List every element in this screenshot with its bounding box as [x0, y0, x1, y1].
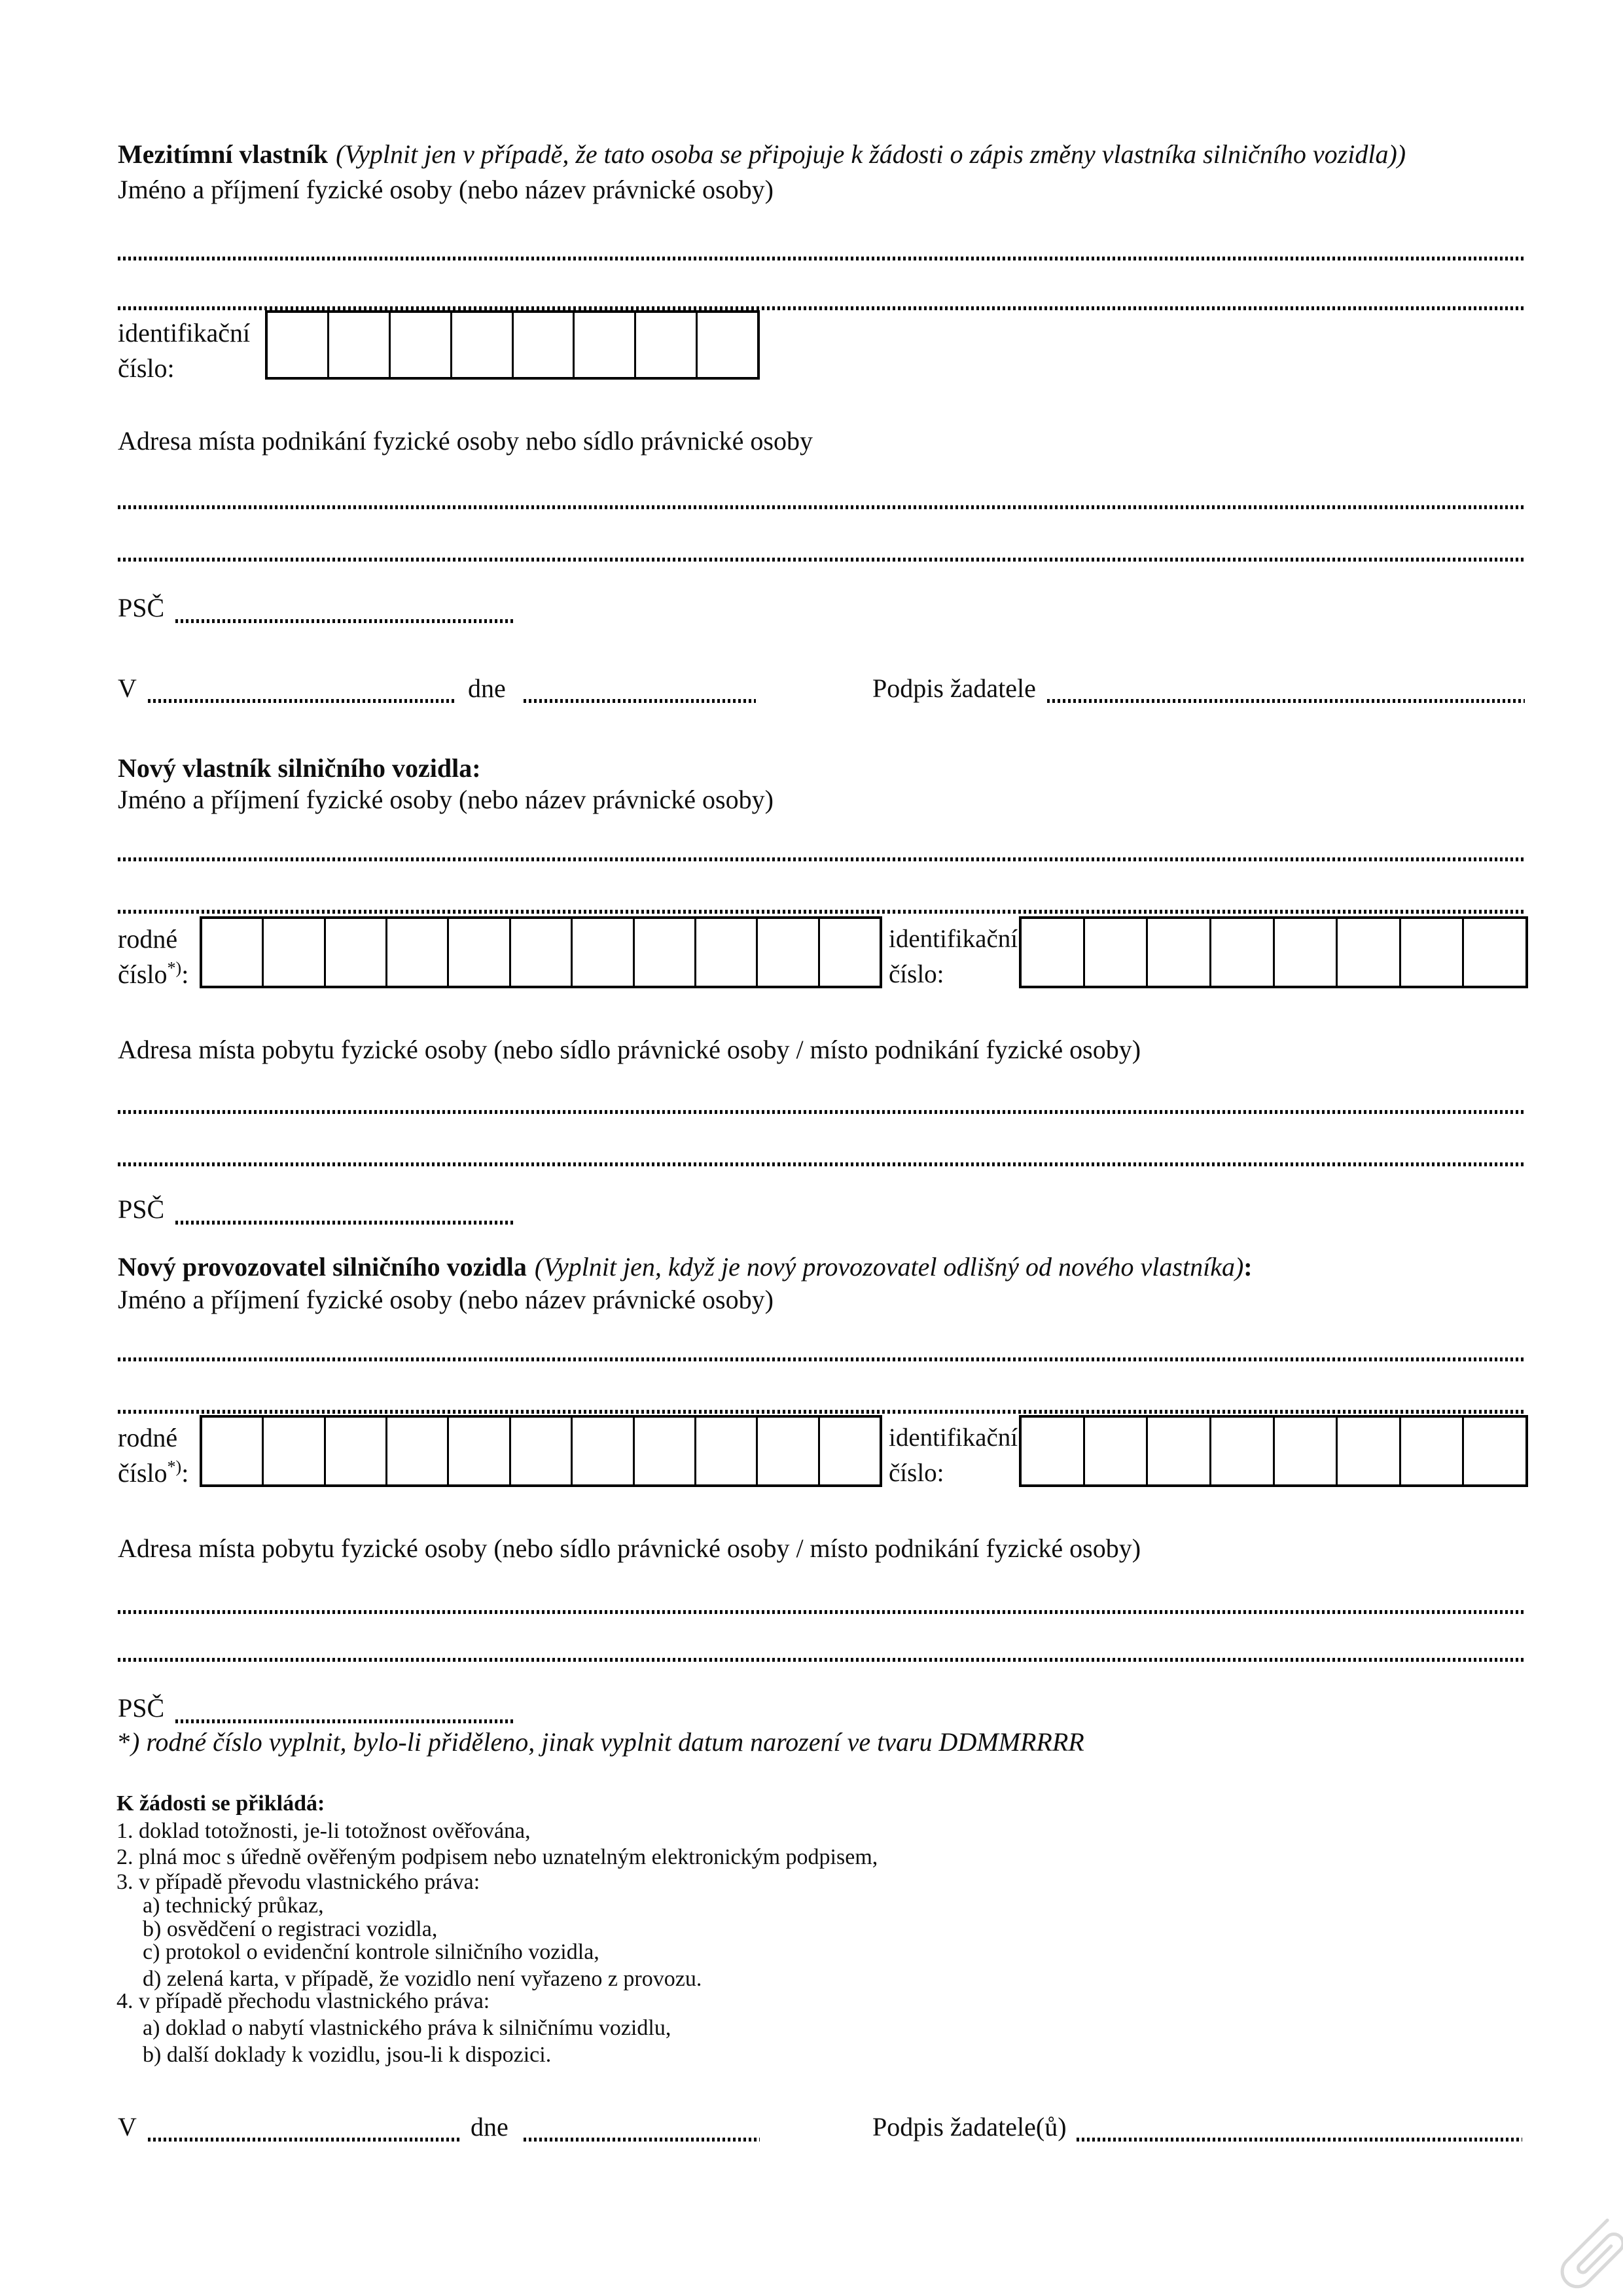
- digit-cell[interactable]: [450, 313, 512, 377]
- signature-label-interim: Podpis žadatele: [872, 673, 1036, 703]
- psc-fill-line-new-owner[interactable]: [175, 1221, 516, 1225]
- attachment-item: 4. v případě přechodu vlastnického práva:: [116, 1989, 490, 2013]
- digit-cell[interactable]: [1022, 1418, 1083, 1484]
- address-fill-line-2-new-operator[interactable]: [118, 1658, 1525, 1662]
- digit-cell[interactable]: [1336, 1418, 1399, 1484]
- digit-cell[interactable]: [447, 919, 508, 986]
- address-fill-line-1-new-operator[interactable]: [118, 1610, 1525, 1614]
- digit-cell[interactable]: [573, 313, 634, 377]
- digit-cell[interactable]: [634, 313, 696, 377]
- digit-cell[interactable]: [1146, 919, 1209, 986]
- digit-cell[interactable]: [389, 313, 450, 377]
- address-fill-line-1-interim[interactable]: [118, 505, 1525, 509]
- birth-number-footnote: *) rodné číslo vyplnit, bylo-li přiděleno, jinak vyplnit datum narození ve tvaru DDMMRRRR: [118, 1727, 1084, 1757]
- psc-label-new-operator: PSČ: [118, 1693, 165, 1723]
- digit-cell[interactable]: [509, 1418, 571, 1484]
- digit-cell[interactable]: [633, 1418, 694, 1484]
- digit-cell[interactable]: [509, 919, 571, 986]
- digit-cell[interactable]: [512, 313, 573, 377]
- place-fill-line-footer[interactable]: [148, 2138, 461, 2142]
- attachment-item: 3. v případě převodu vlastnického práva:: [116, 1870, 480, 1894]
- name-fill-line-1-new-owner[interactable]: [118, 857, 1525, 861]
- digit-cell[interactable]: [202, 1418, 262, 1484]
- name-fill-line-1-new-operator[interactable]: [118, 1357, 1525, 1361]
- attachment-subitem: a) doklad o nabytí vlastnického práva k silničnímu vozidlu,: [143, 2016, 671, 2040]
- place-fill-line-interim[interactable]: [148, 699, 457, 703]
- digit-cell[interactable]: [385, 919, 447, 986]
- digit-cell[interactable]: [1273, 1418, 1336, 1484]
- digit-cell[interactable]: [324, 1418, 385, 1484]
- section-title-interim-owner: [118, 139, 1406, 170]
- attachment-subitem: b) osvědčení o registraci vozidla,: [143, 1917, 438, 1941]
- digit-cell[interactable]: [1083, 1418, 1147, 1484]
- signature-fill-line-interim[interactable]: [1047, 699, 1525, 703]
- digit-cell[interactable]: [1399, 919, 1463, 986]
- name-fill-line-1-interim[interactable]: [118, 257, 1525, 260]
- psc-fill-line-new-operator[interactable]: [175, 1719, 516, 1723]
- date-fill-line-footer[interactable]: [524, 2138, 760, 2142]
- section-title-text: Mezitímní vlastník: [118, 139, 329, 169]
- birth-number-box-new-operator[interactable]: [200, 1415, 882, 1487]
- date-label-interim: dne: [468, 673, 506, 703]
- digit-cell[interactable]: [262, 1418, 323, 1484]
- name-label-interim: Jméno a příjmení fyzické osoby (nebo název právnické osoby): [118, 175, 774, 204]
- address-fill-line-1-new-owner[interactable]: [118, 1110, 1525, 1114]
- section-title-note: (Vyplnit jen v případě, že tato osoba se připojuje k žádosti o zápis změny vlastníka silničního vozidla)): [336, 139, 1406, 169]
- digit-cell[interactable]: [818, 1418, 880, 1484]
- attachment-subitem: b) další doklady k vozidlu, jsou-li k dispozici.: [143, 2043, 552, 2067]
- birth-number-label-new-operator: rodné číslo*):: [118, 1423, 189, 1488]
- name-fill-line-2-new-operator[interactable]: [118, 1410, 1525, 1414]
- digit-cell[interactable]: [1209, 1418, 1273, 1484]
- address-label-interim: Adresa místa podnikání fyzické osoby nebo sídlo právnické osoby: [118, 426, 813, 456]
- signature-fill-line-footer[interactable]: [1077, 2138, 1522, 2142]
- name-fill-line-2-new-owner[interactable]: [118, 910, 1525, 914]
- digit-cell[interactable]: [1462, 1418, 1525, 1484]
- birth-number-label-new-owner: rodné číslo*):: [118, 924, 189, 989]
- digit-cell[interactable]: [1209, 919, 1273, 986]
- signature-label-footer: Podpis žadatele(ů): [872, 2112, 1067, 2142]
- digit-cell[interactable]: [447, 1418, 508, 1484]
- date-fill-line-interim[interactable]: [524, 699, 756, 703]
- digit-cell[interactable]: [756, 919, 817, 986]
- address-label-new-operator: Adresa místa pobytu fyzické osoby (nebo sídlo právnické osoby / místo podnikání fyzické osoby): [118, 1534, 1141, 1563]
- id-number-box-new-owner[interactable]: [1019, 916, 1528, 988]
- digit-cell[interactable]: [694, 1418, 756, 1484]
- digit-cell[interactable]: [1146, 1418, 1209, 1484]
- digit-cell[interactable]: [385, 1418, 447, 1484]
- paperclip-icon: [1531, 2211, 1623, 2296]
- digit-cell[interactable]: [756, 1418, 817, 1484]
- name-label-new-operator: Jméno a příjmení fyzické osoby (nebo název právnické osoby): [118, 1285, 774, 1314]
- attachment-item: 2. plná moc s úředně ověřeným podpisem nebo uznatelným elektronickým podpisem,: [116, 1845, 878, 1869]
- digit-cell[interactable]: [694, 919, 756, 986]
- digit-cell[interactable]: [202, 919, 262, 986]
- digit-cell[interactable]: [324, 919, 385, 986]
- digit-cell[interactable]: [262, 919, 323, 986]
- address-fill-line-2-new-owner[interactable]: [118, 1162, 1525, 1166]
- id-number-box-interim[interactable]: [265, 310, 760, 380]
- attachment-item: 1. doklad totožnosti, je-li totožnost ověřována,: [116, 1819, 531, 1843]
- section-title-new-owner: Nový vlastník silničního vozidla:: [118, 753, 481, 783]
- id-number-label-interim: identifikační číslo:: [118, 318, 251, 383]
- address-label-new-owner: Adresa místa pobytu fyzické osoby (nebo sídlo právnické osoby / místo podnikání fyzické osoby): [118, 1035, 1141, 1064]
- section-title-new-operator: Nový provozovatel silničního vozidla (Vyplnit jen, když je nový provozovatel odlišný od nového vlastníka):: [118, 1252, 1253, 1282]
- name-label-new-owner: Jméno a příjmení fyzické osoby (nebo název právnické osoby): [118, 785, 774, 814]
- id-number-label-new-operator: identifikační číslo:: [889, 1424, 1018, 1487]
- birth-number-box-new-owner[interactable]: [200, 916, 882, 988]
- digit-cell[interactable]: [327, 313, 389, 377]
- psc-label-new-owner: PSČ: [118, 1194, 165, 1224]
- date-label-footer: dne: [471, 2112, 508, 2142]
- attachment-subitem: c) protokol o evidenční kontrole silničního vozidla,: [143, 1940, 599, 1964]
- footnote-marker: *): [167, 1457, 182, 1477]
- digit-cell[interactable]: [818, 919, 880, 986]
- digit-cell[interactable]: [1336, 919, 1399, 986]
- digit-cell[interactable]: [268, 313, 327, 377]
- attachment-subitem: d) zelená karta, v případě, že vozidlo není vyřazeno z provozu.: [143, 1967, 702, 1991]
- id-number-box-new-operator[interactable]: [1019, 1415, 1528, 1487]
- digit-cell[interactable]: [1273, 919, 1336, 986]
- digit-cell[interactable]: [1462, 919, 1525, 986]
- digit-cell[interactable]: [1083, 919, 1147, 986]
- attachment-subitem: a) technický průkaz,: [143, 1893, 324, 1918]
- digit-cell[interactable]: [571, 1418, 632, 1484]
- digit-cell[interactable]: [571, 919, 632, 986]
- id-number-label-new-owner: identifikační číslo:: [889, 925, 1018, 988]
- psc-label-interim: PSČ: [118, 593, 165, 622]
- digit-cell[interactable]: [633, 919, 694, 986]
- digit-cell[interactable]: [1022, 919, 1083, 986]
- footnote-marker: *): [167, 958, 182, 978]
- psc-fill-line-interim[interactable]: [175, 619, 516, 623]
- digit-cell[interactable]: [696, 313, 757, 377]
- place-label-interim: V: [118, 673, 137, 703]
- attachments-title: K žádosti se přikládá:: [116, 1791, 325, 1816]
- address-fill-line-2-interim[interactable]: [118, 558, 1525, 562]
- digit-cell[interactable]: [1399, 1418, 1463, 1484]
- place-label-footer: V: [118, 2112, 137, 2142]
